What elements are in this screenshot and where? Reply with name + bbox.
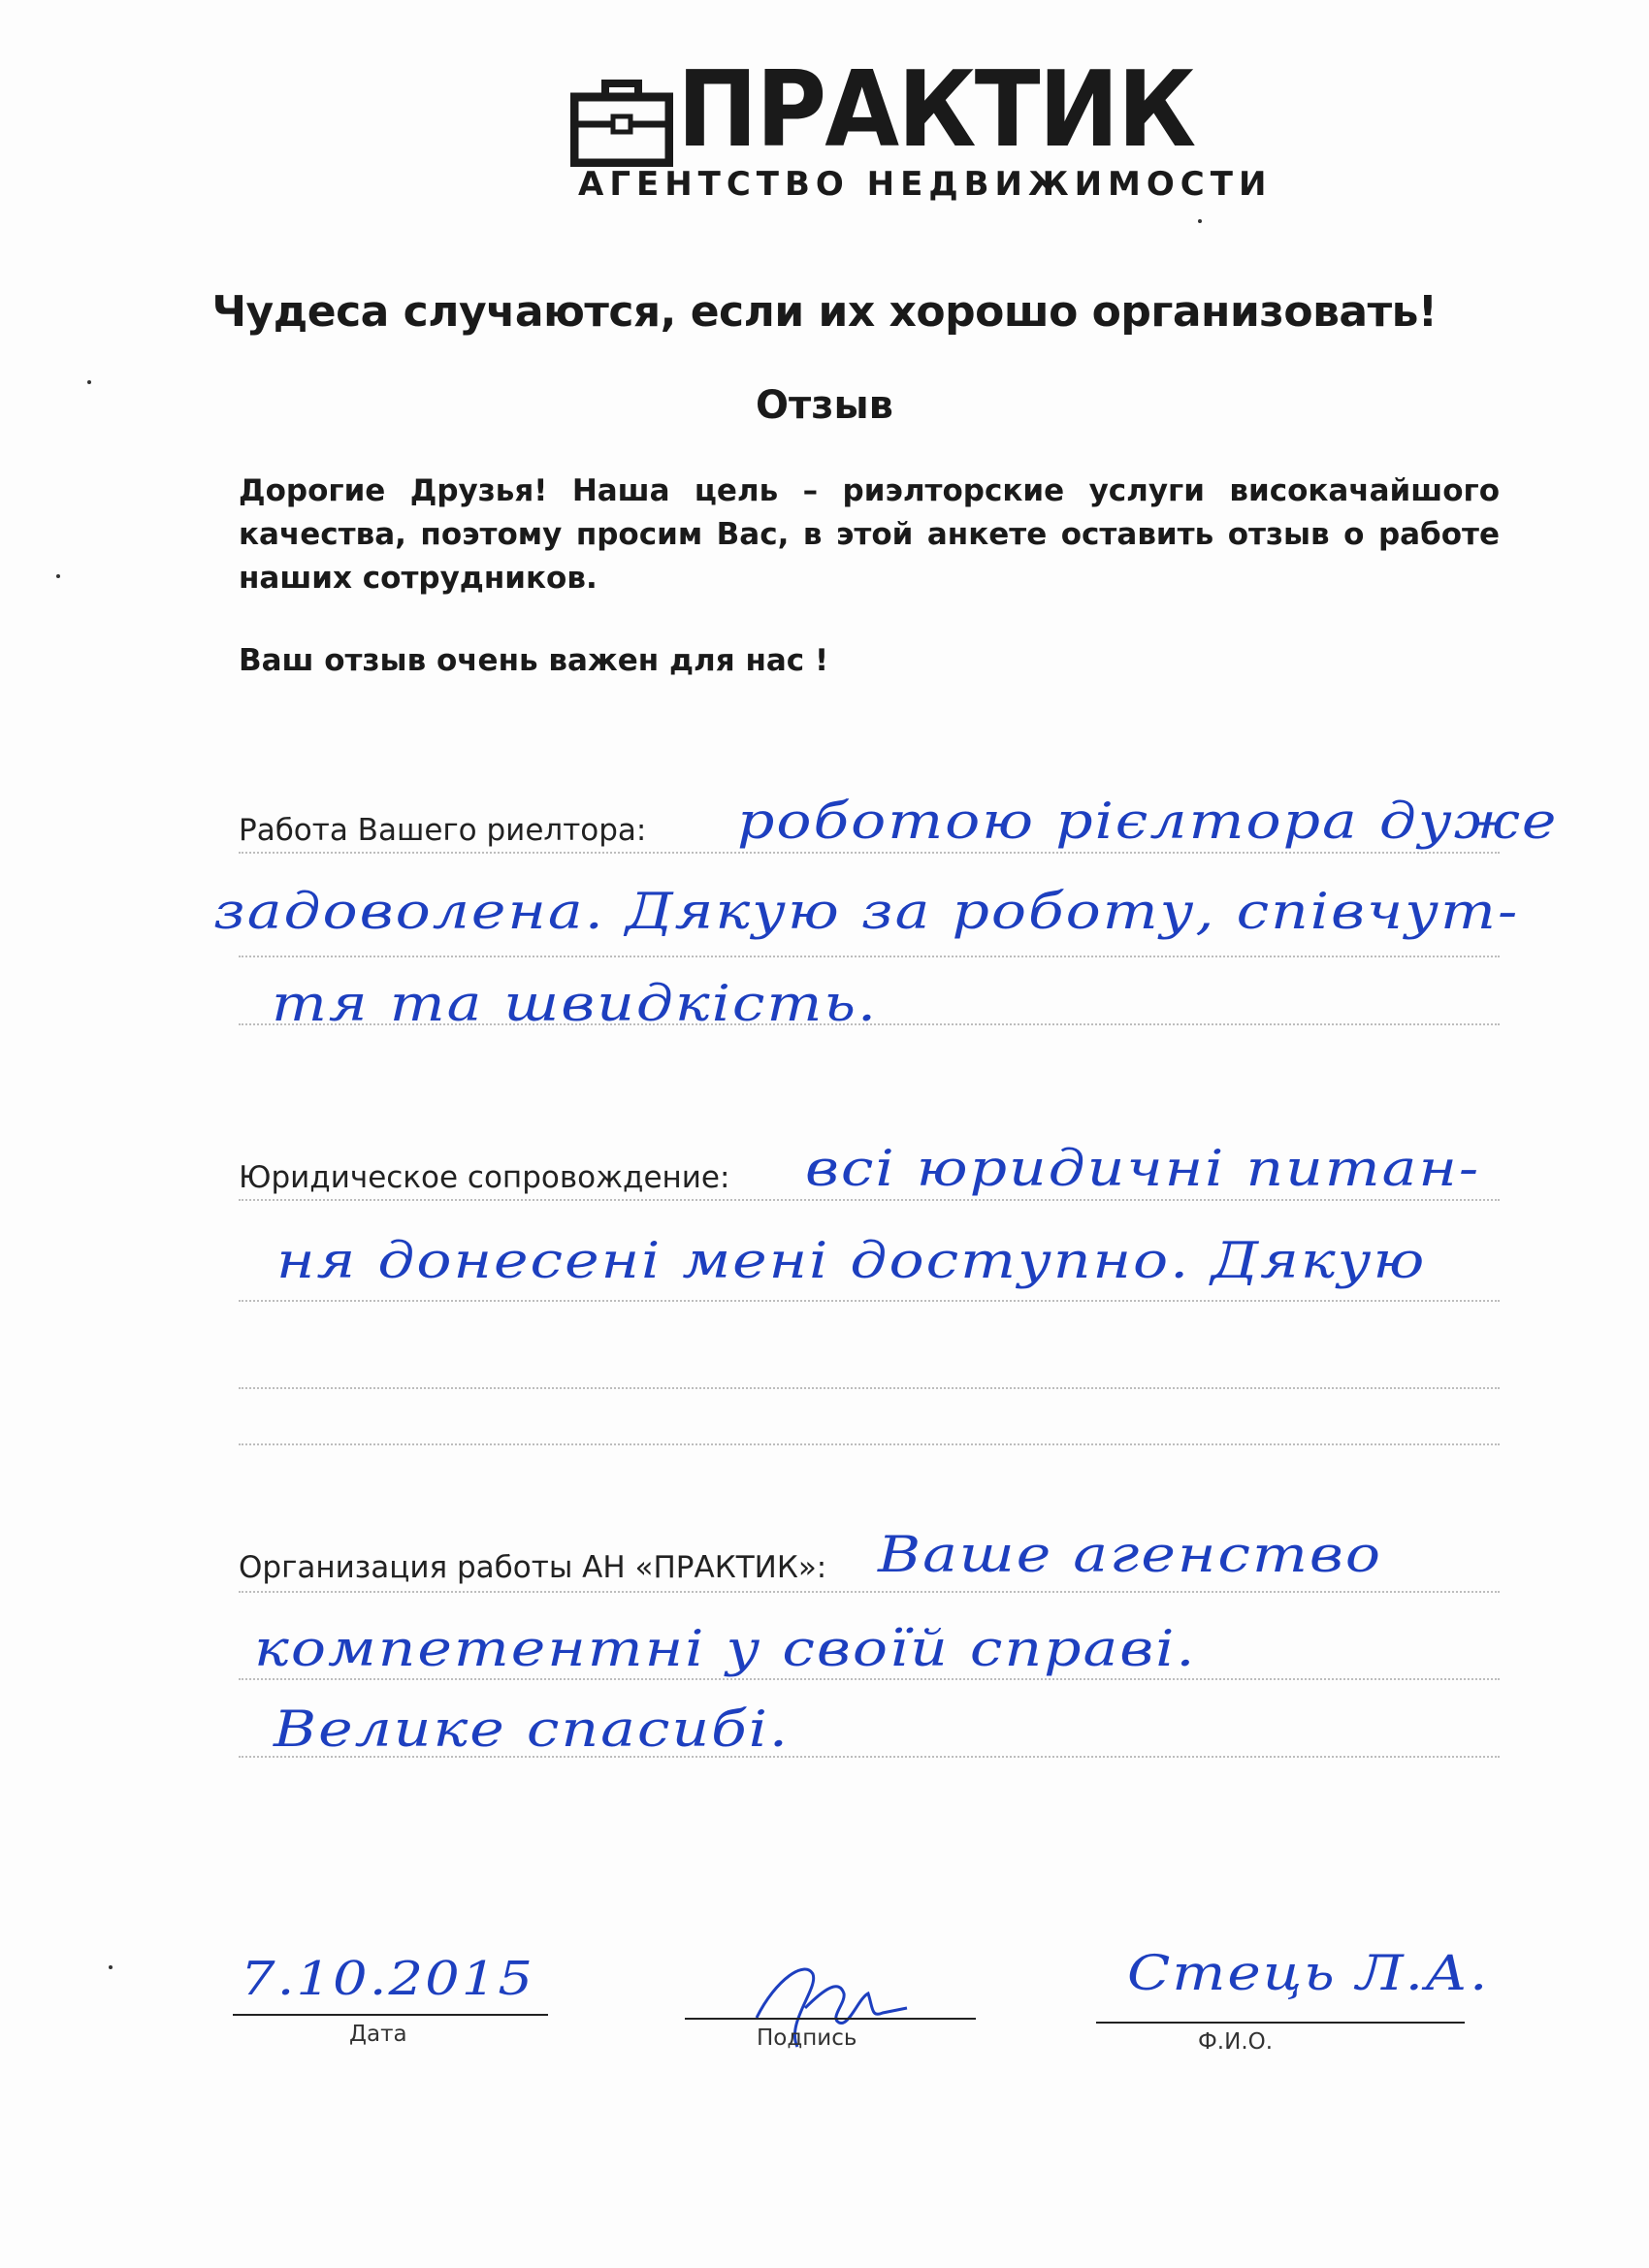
section-label-realtor: Работа Вашего риелтора: — [239, 813, 647, 848]
scan-speck — [1198, 219, 1202, 223]
handwritten-answer-line: всі юридичні питан- — [805, 1140, 1481, 1198]
answer-line — [239, 1591, 1500, 1593]
answer-line — [239, 1199, 1500, 1201]
handwritten-answer-line: компетентні у своїй справі. — [254, 1620, 1197, 1678]
brand-name: ПРАКТИК — [677, 49, 1195, 171]
answer-line — [239, 1678, 1500, 1680]
signature-line — [685, 2018, 976, 2020]
handwritten-answer-line: Велике спасибі. — [274, 1701, 791, 1759]
brand-subtitle: АГЕНТСТВО НЕДВИЖИМОСТИ — [578, 165, 1273, 204]
handwritten-answer-line: роботою рієлтора дуже — [737, 793, 1559, 851]
importance-note: Ваш отзыв очень важен для нас ! — [239, 643, 829, 678]
name-line — [1096, 2022, 1465, 2024]
handwritten-date: 7.10.2015 — [241, 1952, 535, 2007]
name-caption: Ф.И.О. — [1198, 2029, 1274, 2055]
intro-paragraph: Дорогие Друзья! Наша цель – риэлторские услуги високачайшого качества, поэтому просим Вас, в этой анкете оставить отзыв о работе наших сотрудников. — [239, 473, 1500, 596]
scan-speck — [87, 380, 91, 384]
date-caption: Дата — [349, 2022, 407, 2047]
handwritten-answer-line: ня донесені мені доступно. Дякую — [276, 1232, 1427, 1290]
date-line — [233, 2014, 548, 2016]
section-label-organization: Организация работы АН «ПРАКТИК»: — [239, 1550, 827, 1585]
page-title: Отзыв — [756, 383, 893, 428]
answer-line — [239, 852, 1500, 854]
handwritten-answer-line: Ваше агенство — [878, 1526, 1382, 1584]
handwritten-answer-line: задоволена. Дякую за роботу, співчут- — [213, 883, 1520, 941]
answer-line — [239, 956, 1500, 957]
answer-line — [239, 1300, 1500, 1302]
agency-logo — [570, 49, 1273, 204]
scan-speck — [56, 574, 60, 578]
section-label-legal: Юридическое сопровождение: — [239, 1160, 730, 1195]
scan-speck — [109, 1965, 113, 1969]
answer-line — [239, 1443, 1500, 1445]
signature-caption: Подпись — [757, 2025, 857, 2051]
handwritten-answer-line: тя та швидкість. — [272, 975, 879, 1033]
handwritten-name: Стець Л.А. — [1127, 1945, 1490, 2001]
answer-line — [239, 1387, 1500, 1389]
briefcase-icon — [570, 74, 673, 167]
motto: Чудеса случаются, если их хорошо организовать! — [211, 287, 1438, 337]
